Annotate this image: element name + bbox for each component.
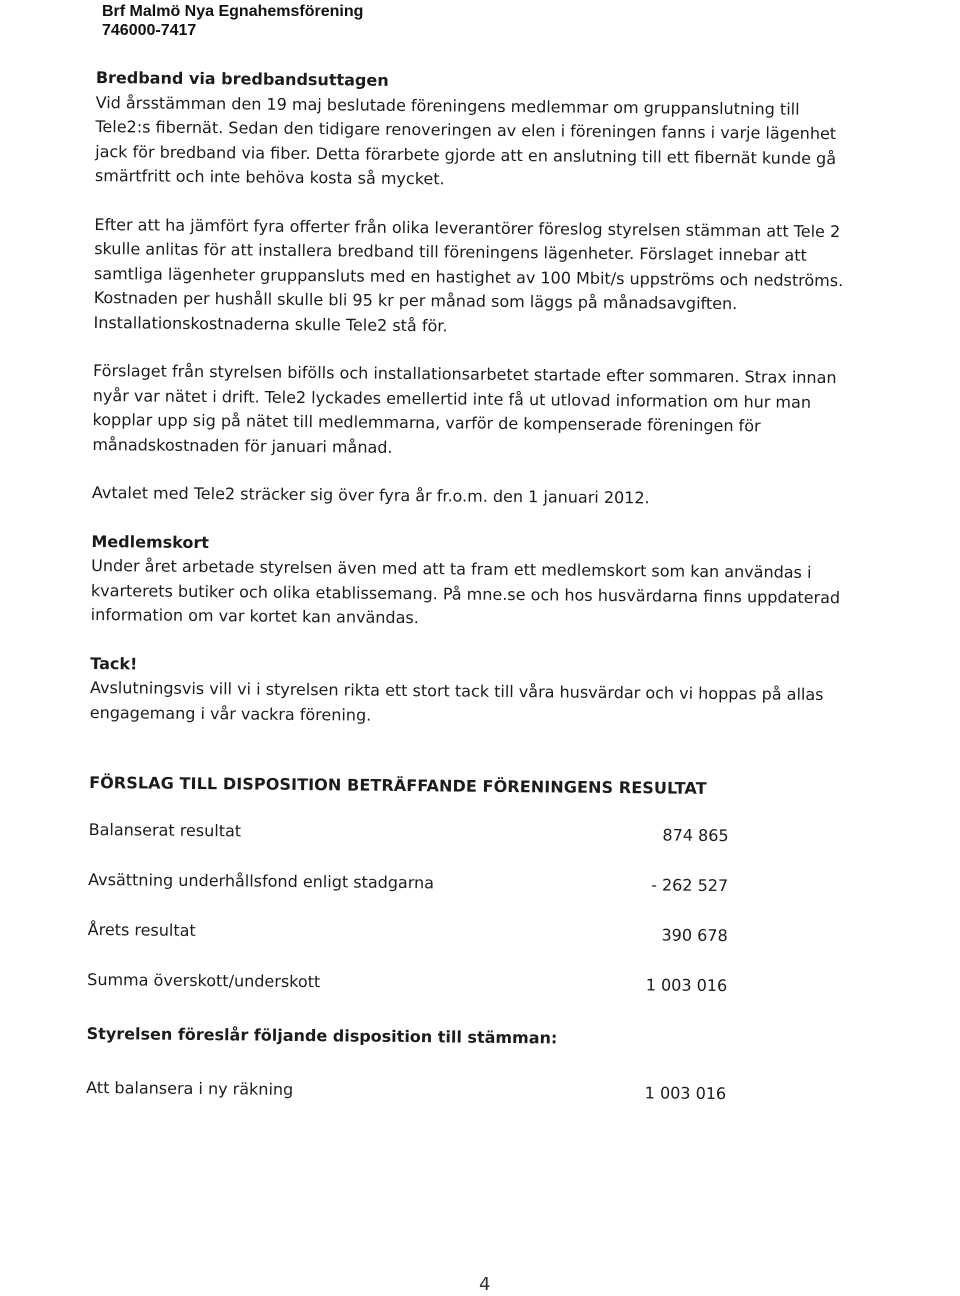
disposition-row <box>86 1076 726 1106</box>
paragraph <box>92 359 883 465</box>
disposition-row-label: Att balansera i ny räkning <box>86 1077 294 1099</box>
disposition-row-amount: 1 003 016 <box>644 1083 727 1104</box>
result-row-amount: 1 003 016 <box>645 974 728 995</box>
section-heading-bredband: Bredband via bredbandsuttagen <box>95 67 389 90</box>
section-tack <box>90 651 881 732</box>
section-medlemskort <box>91 529 882 635</box>
text-line: Under året arbetade styrelsen även med att ta fram ett medlemskort som kan användas i <box>91 555 812 582</box>
result-row-label: Summa överskott/underskott <box>87 969 321 991</box>
section-bredband <box>92 66 886 513</box>
text-line: Vid årsstämman den 19 maj beslutade föreningens medlemmar om gruppanslutning till <box>95 92 800 119</box>
text-line: kvarterets butiker och olika etablissemang. På mne.se och hos husvärdarna finns uppdaterad <box>90 580 841 607</box>
result-row-label: Balanserat resultat <box>88 819 242 840</box>
result-row <box>88 917 728 947</box>
organization-number: 746000-7417 <box>102 22 197 39</box>
section-heading-tack: Tack! <box>90 653 138 673</box>
result-row-amount: 390 678 <box>661 924 728 945</box>
result-section-title: FÖRSLAG TILL DISPOSITION BETRÄFFANDE FÖRENINGENS RESULTAT <box>89 772 707 798</box>
text-line: engagemang i vår vackra förening. <box>89 702 372 725</box>
result-row <box>88 867 728 897</box>
text-line: Förslaget från styrelsen bifölls och installationsarbetet startade efter sommaren. Strax innan <box>92 360 837 388</box>
text-line: Avslutningsvis vill vi i styrelsen rikta ett stort tack till våra husvärdar och vi hoppas på allas <box>89 677 824 705</box>
result-row <box>89 817 729 847</box>
text-line: information om var kortet kan användas. <box>90 604 419 628</box>
text-line: Avtalet med Tele2 sträcker sig över fyra år fr.o.m. den 1 januari 2012. <box>91 482 650 508</box>
document-header <box>102 2 363 40</box>
text-line: månadskostnaden för januari månad. <box>92 434 393 457</box>
text-line: nyår var nätet i drift. Tele2 lyckades emellertid inte få ut utlovad information om hur man <box>92 385 812 412</box>
text-line: smärtfritt och inte behöva kosta så mycket. <box>94 165 445 189</box>
paragraph <box>93 212 884 342</box>
result-row-amount: - 262 527 <box>651 874 729 895</box>
result-row-label: Årets resultat <box>87 919 196 940</box>
section-heading-medlemskort: Medlemskort <box>91 531 210 552</box>
text-line: Installationskostnaderna skulle Tele2 stå för. <box>93 312 448 335</box>
organization-name: Brf Malmö Nya Egnahemsförening <box>102 3 364 20</box>
result-row-label: Avsättning underhållsfond enligt stadgarna <box>88 869 435 892</box>
text-line: skulle anlitas för att installera bredband till föreningens lägenheter. Förslaget innebar att <box>94 238 807 265</box>
text-line: kopplar upp sig på nätet till medlemmarna, varför de kompenserade föreningen för <box>92 409 761 436</box>
text-line: jack för bredband via fiber. Detta förarbete gjorde att en anslutning till ett fibernät kunde gå <box>95 141 837 168</box>
text-line: samtliga lägenheter gruppansluts med en hastighet av 100 Mbit/s uppströms och nedströms. <box>93 263 844 290</box>
document-body <box>86 66 886 1134</box>
disposition-heading: Styrelsen föreslår följande disposition till stämman: <box>86 1023 558 1047</box>
result-row-total <box>87 967 727 997</box>
text-line: Efter att ha jämfört fyra offerter från olika leverantörer föreslog styrelsen stämman att Tele 2 <box>94 214 841 241</box>
text-line: Tele2:s fibernät. Sedan den tidigare renoveringen av elen i föreningen fanns i varje lägenhet <box>95 116 837 144</box>
paragraph <box>95 90 886 196</box>
result-row-amount: 874 865 <box>662 824 729 845</box>
paragraph <box>92 481 882 513</box>
page-number: 4 <box>479 1274 491 1295</box>
text-line: Kostnaden per hushåll skulle bli 95 kr per månad som läggs på månadsavgiften. <box>93 287 738 314</box>
